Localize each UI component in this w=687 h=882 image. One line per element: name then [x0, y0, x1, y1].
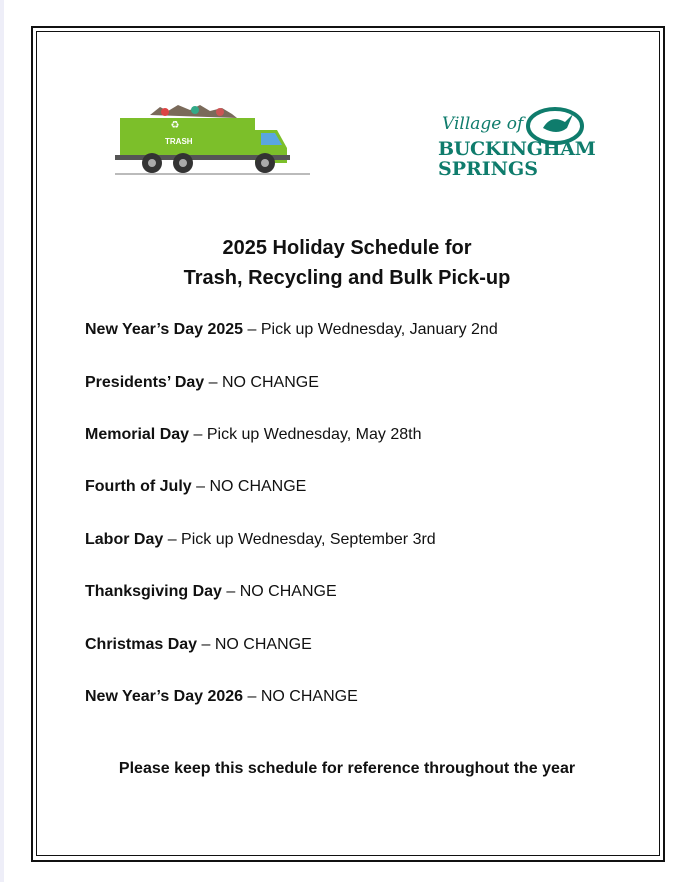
- schedule-item: [85, 426, 421, 444]
- holiday-name: Fourth of July: [85, 478, 192, 495]
- schedule-item: [85, 478, 306, 496]
- schedule-item: [85, 531, 436, 549]
- page-title: [36, 233, 658, 293]
- holiday-name: New Year’s Day 2026: [85, 688, 244, 705]
- holiday-name: Labor Day: [85, 531, 164, 548]
- schedule-item: [85, 636, 312, 654]
- pickup-detail: – NO CHANGE: [197, 636, 312, 653]
- holiday-name: Christmas Day: [85, 636, 198, 653]
- pickup-detail: – NO CHANGE: [243, 688, 358, 705]
- schedule-item: [85, 688, 358, 706]
- schedule-item: [85, 374, 319, 392]
- holiday-name: Presidents’ Day: [85, 374, 205, 391]
- pickup-detail: – NO CHANGE: [191, 478, 307, 495]
- schedule-item: [85, 583, 337, 601]
- holiday-name: Thanksgiving Day: [85, 583, 222, 600]
- trash-truck-image: [115, 100, 315, 180]
- pickup-detail: – Pick up Wednesday, September 3rd: [163, 531, 436, 548]
- holiday-name: New Year’s Day 2025: [85, 321, 244, 338]
- logo-village-of: Village of: [442, 114, 524, 134]
- pickup-detail: – Pick up Wednesday, May 28th: [189, 426, 422, 443]
- title-line-1: 2025 Holiday Schedule for: [222, 237, 472, 259]
- footer-note: Please keep this schedule for reference throughout the year: [118, 760, 576, 777]
- svg-text:♻: ♻: [170, 120, 180, 131]
- holiday-name: Memorial Day: [85, 426, 190, 443]
- logo-springs: SPRINGS: [438, 158, 539, 180]
- logo-buckingham: BUCKINGHAM: [438, 138, 596, 160]
- title-line-2: Trash, Recycling and Bulk Pick-up: [183, 267, 511, 289]
- schedule-item: [85, 321, 498, 339]
- pickup-detail: – NO CHANGE: [204, 374, 319, 391]
- pickup-detail: – NO CHANGE: [221, 583, 337, 600]
- left-edge-strip: [0, 0, 4, 882]
- truck-label: TRASH: [165, 137, 193, 146]
- pickup-detail: – Pick up Wednesday, January 2nd: [243, 321, 498, 338]
